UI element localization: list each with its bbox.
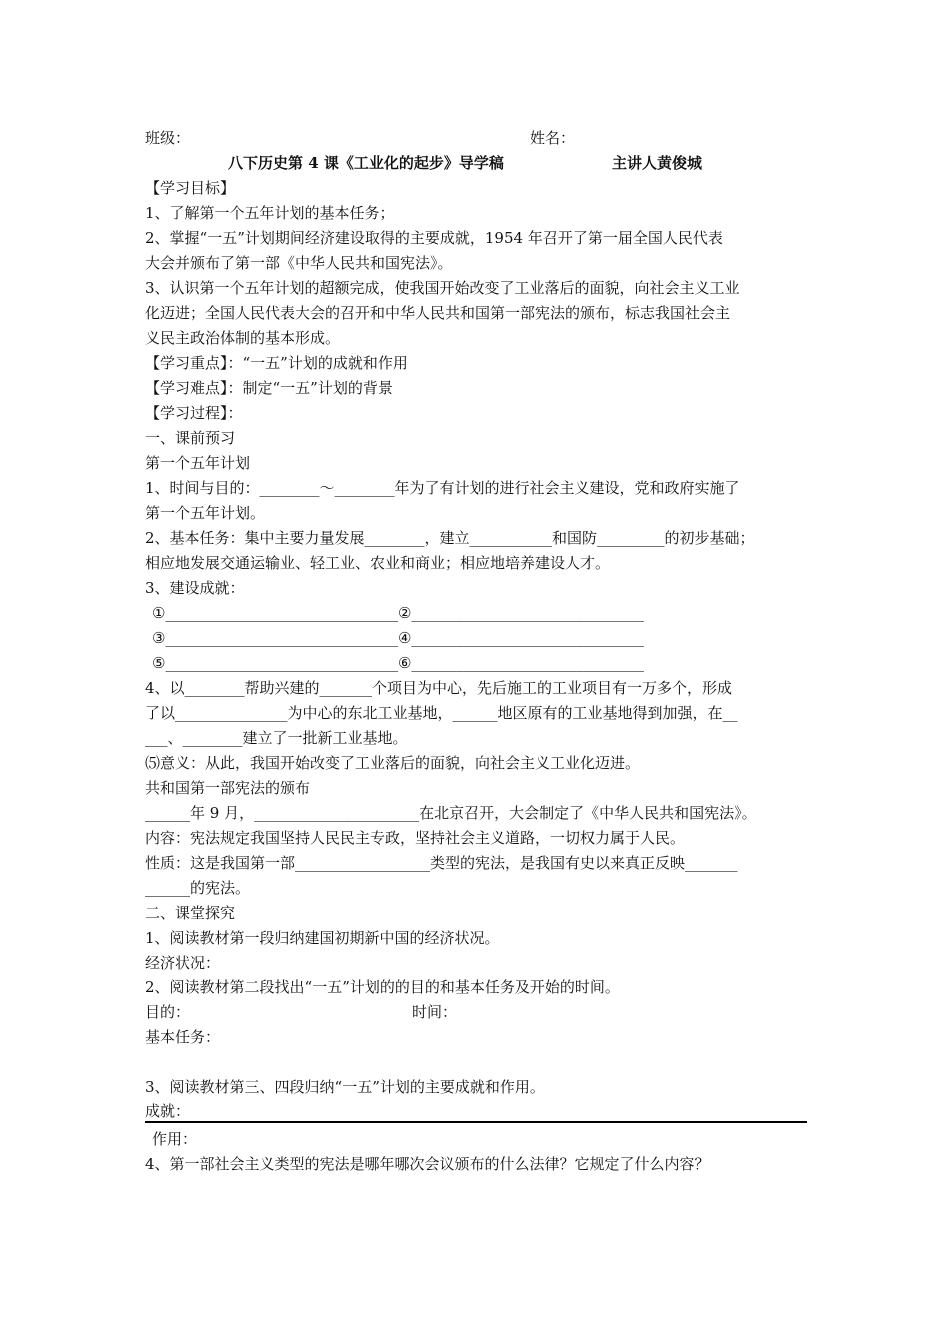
plan-title: 第一个五年计划 <box>145 454 251 472</box>
question-4-line-2: 了以_______________为中心的东北工业基地，______地区原有的工业基地得到加强，在__ <box>145 704 738 722</box>
achievements-row-3: ⑤_______________________________⑥_______________________________ <box>152 654 644 672</box>
achievements-row-2: ③_______________________________④_______________________________ <box>152 629 644 647</box>
preview-heading: 一、课前预习 <box>145 429 236 447</box>
difficulty: 【学习难点】：制定“一五”计划的背景 <box>145 379 393 397</box>
horizontal-rule <box>145 1121 807 1123</box>
explore-4: 4、第一部社会主义类型的宪法是哪年哪次会议颁布的什么法律？它规定了什么内容？ <box>145 1155 710 1173</box>
objectives-heading: 【学习目标】 <box>145 179 236 197</box>
achievements-row-1: ①_______________________________②_______________________________ <box>152 604 644 622</box>
constitution-content: 内容：宪法规定我国坚持人民民主专政，坚持社会主义道路，一切权力属于人民。 <box>145 829 686 847</box>
constitution-title: 共和国第一部宪法的颁布 <box>145 779 311 797</box>
explore-2: 2、阅读教材第二段找出“一五”计划的的目的和基本任务及开始的时间。 <box>145 978 620 996</box>
question-1-line-1: 1、时间与目的：________～________年为了有计划的进行社会主义建设，党和政府实施了 <box>145 479 740 497</box>
speaker: 主讲人黄俊城 <box>612 154 703 172</box>
objective-3-line-2: 化迈进；全国人民代表大会的召开和中华人民共和国第一部宪法的颁布，标志我国社会主 <box>145 304 731 322</box>
question-5: ⑸意义：从此，我国开始改变了工业落后的面貌，向社会主义工业化迈进。 <box>145 754 641 772</box>
constitution-nature-line-1: 性质：这是我国第一部__________________类型的宪法，是我国有史以来真正反映_______ <box>145 854 738 872</box>
objective-2-line-1: 2、掌握“一五”计划期间经济建设取得的主要成就，1954 年召开了第一届全国人民代表 <box>145 229 723 247</box>
question-2-line-1: 2、基本任务：集中主要力量发展________，建立___________和国防_________的初步基础； <box>145 529 755 547</box>
objective-3-line-1: 3、认识第一个五年计划的超额完成，使我国开始改变了工业落后的面貌，向社会主义工业 <box>145 279 740 297</box>
objective-1: 1、了解第一个五年计划的基本任务； <box>145 204 395 222</box>
focus: 【学习重点】：“一五”计划的成就和作用 <box>145 354 408 372</box>
task-label: 基本任务： <box>145 1028 221 1046</box>
process-heading: 【学习过程】： <box>145 404 243 422</box>
objective-2-line-2: 大会并颁布了第一部《中华人民共和国宪法》。 <box>145 254 453 272</box>
name-label: 姓名： <box>530 129 576 147</box>
class-label: 班级： <box>145 129 191 147</box>
explore-1: 1、阅读教材第一段归纳建国初期新中国的经济状况。 <box>145 929 500 947</box>
time-label: 时间： <box>412 1003 458 1021</box>
question-4-line-1: 4、以________帮助兴建的_______个项目为中心，先后施工的工业项目有一万多个，形成 <box>145 679 733 697</box>
page-title: 八下历史第 4 课《工业化的起步》导学稿 <box>228 154 504 172</box>
constitution-line-1: ______年 9 月，______________________在北京召开，大会制定了《中华人民共和国宪法》。 <box>145 804 757 822</box>
constitution-nature-line-2: ______的宪法。 <box>145 879 251 897</box>
explore-heading: 二、课堂探究 <box>145 904 236 922</box>
question-1-line-2: 第一个五年计划。 <box>145 504 266 522</box>
role-label: 作用： <box>152 1130 198 1148</box>
purpose-label: 目的： <box>145 1003 191 1021</box>
economy-label: 经济状况： <box>145 954 221 972</box>
objective-3-line-3: 义民主政治体制的基本形成。 <box>145 329 341 347</box>
question-2-line-2: 相应地发展交通运输业、轻工业、农业和商业；相应地培养建设人才。 <box>145 554 611 572</box>
explore-3: 3、阅读教材第三、四段归纳“一五”计划的主要成就和作用。 <box>145 1078 545 1096</box>
question-4-line-3: ___、________建立了一批新工业基地。 <box>145 729 408 747</box>
question-3: 3、建设成就： <box>145 579 245 597</box>
achievement-label: 成就： <box>145 1102 191 1120</box>
